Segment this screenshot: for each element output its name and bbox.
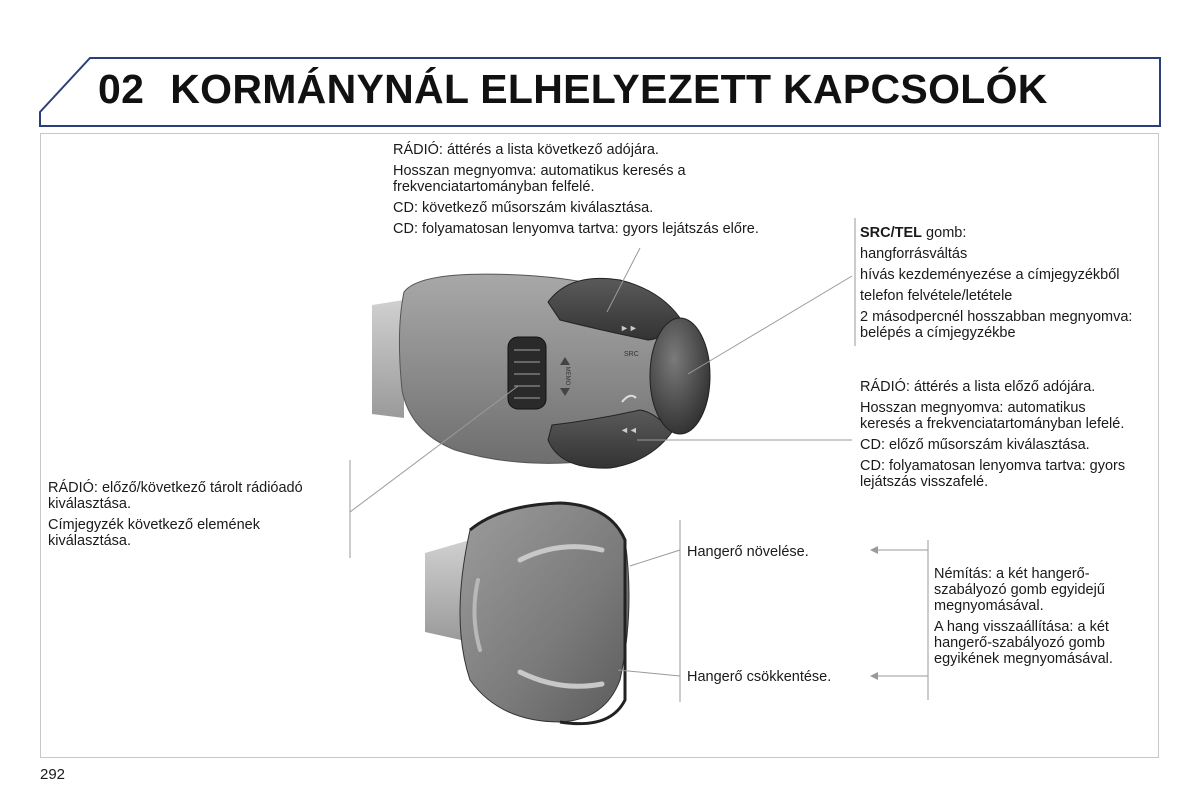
text-line: 2 másodpercnél hosszabban megnyomva: belépés a címjegyzékbe	[860, 309, 1133, 341]
volume-up-label: Hangerő növelése.	[687, 544, 809, 560]
svg-text:◄◄: ◄◄	[620, 425, 638, 435]
src-tel-label: SRC/TEL	[860, 225, 923, 241]
svg-text:►►: ►►	[620, 323, 638, 333]
previous-button-description	[860, 379, 1160, 495]
src-tel-description	[860, 225, 1160, 346]
text-line: CD: folyamatosan lenyomva tartva: gyors lejátszás visszafelé.	[860, 458, 1126, 490]
text-line: Címjegyzék következő elemének kiválasztása.	[48, 517, 260, 549]
text-line: RÁDIÓ: előző/következő tárolt rádióadó kiválasztása.	[48, 480, 303, 512]
text-line: CD: következő műsorszám kiválasztása.	[393, 200, 654, 216]
chapter-title: KORMÁNYNÁL ELHELYEZETT KAPCSOLÓK	[170, 66, 1048, 112]
next-button-description	[393, 142, 813, 242]
text-line: Némítás: a két hangerő-szabályozó gomb egyidejű megnyomásával.	[934, 566, 1105, 614]
volume-control-body	[460, 503, 629, 722]
page-number: 292	[40, 766, 66, 783]
volume-down-label: Hangerő csökkentése.	[687, 669, 832, 685]
src-label: SRC	[624, 351, 639, 358]
text-line: CD: folyamatosan lenyomva tartva: gyors lejátszás előre.	[393, 221, 759, 237]
memo-label: MEMO	[564, 366, 570, 386]
src-tel-label-rest: gomb:	[922, 225, 967, 241]
mute-description	[934, 566, 1146, 672]
text-line: telefon felvétele/letétele	[860, 288, 1013, 304]
src-tel-button	[650, 318, 710, 434]
text-line: RÁDIÓ: áttérés a lista előző adójára.	[860, 379, 1096, 395]
upper-stalk	[372, 300, 404, 418]
text-line: hívás kezdeményezése a címjegyzékből	[860, 267, 1120, 283]
text-line: hangforrásváltás	[860, 246, 968, 262]
text-line: A hang visszaállítása: a két hangerő-szabályozó gomb egyikének megnyomásával.	[934, 619, 1113, 667]
text-line: Hosszan megnyomva: automatikus keresés a frekvenciatartományban lefelé.	[860, 400, 1125, 432]
text-line: Hosszan megnyomva: automatikus keresés a frekvenciatartományban felfelé.	[393, 163, 686, 195]
text-line: CD: előző műsorszám kiválasztása.	[860, 437, 1090, 453]
text-line: RÁDIÓ: áttérés a lista következő adójára.	[393, 142, 659, 158]
chapter-number: 02	[98, 66, 145, 112]
wheel-description	[48, 480, 348, 554]
